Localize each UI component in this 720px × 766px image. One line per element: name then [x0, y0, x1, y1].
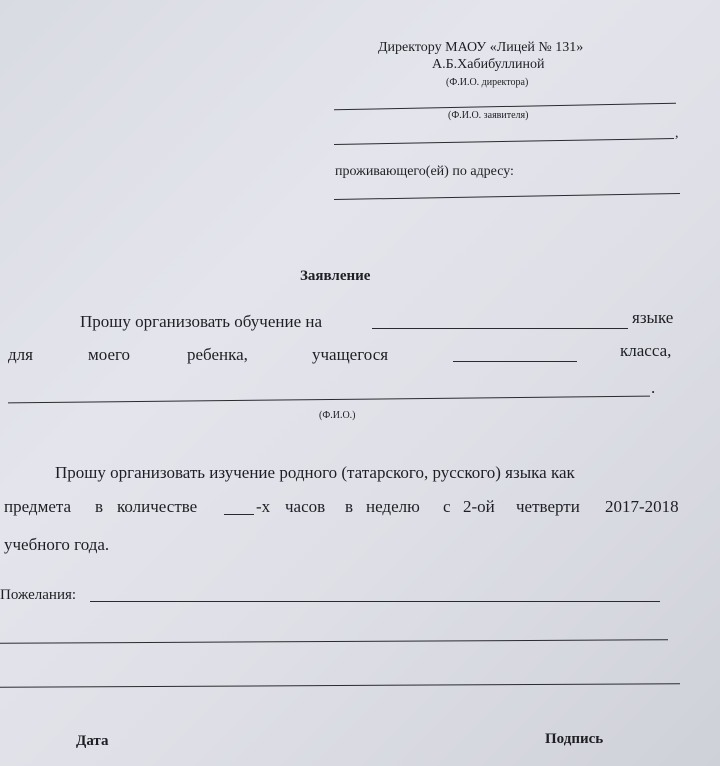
- director-caption: (Ф.И.О. директора): [446, 77, 529, 88]
- p1-word-uchashchegosya: учащегося: [312, 345, 389, 364]
- wishes-label: Пожелания:: [0, 587, 77, 603]
- hours-blank-line: [224, 514, 254, 515]
- p2-word-v-2: в: [345, 497, 354, 516]
- p2-word-chetverti: четверти: [516, 497, 580, 516]
- p1-end-dot: .: [651, 378, 656, 397]
- wishes-line-2: [0, 639, 668, 643]
- signature-label: Подпись: [545, 731, 604, 747]
- p1-language-end: языке: [632, 308, 674, 327]
- recipient-line-1: Директору МАОУ «Лицей № 131»: [378, 40, 584, 55]
- wishes-line-3: [0, 683, 680, 688]
- language-blank-line: [372, 328, 628, 329]
- p2-word-v: в: [95, 497, 104, 516]
- applicant-caption: (Ф.И.О. заявителя): [448, 110, 529, 121]
- class-blank-line: [453, 361, 577, 362]
- document-title: Заявление: [300, 268, 371, 284]
- wishes-line-1: [90, 601, 660, 602]
- p2-word-hours: -х: [256, 497, 271, 516]
- p1-word-dlya: для: [8, 345, 33, 364]
- child-name-line: [8, 396, 650, 404]
- p1-word-rebenka: ребенка,: [187, 345, 248, 364]
- applicant-comma: ,: [675, 126, 679, 141]
- p1-start: Прошу организовать обучение на: [80, 312, 323, 331]
- p2-line-1: Прошу организовать изучение родного (татарского, русского) языка как: [55, 463, 575, 482]
- p1-word-klassa: класса,: [620, 341, 672, 360]
- p2-word-predmeta: предмета: [4, 497, 72, 516]
- address-label: проживающего(ей) по адресу:: [335, 164, 514, 179]
- applicant-name-line-2: [334, 138, 674, 145]
- p2-word-years: 2017-2018: [605, 497, 679, 516]
- recipient-line-2: А.Б.Хабибуллиной: [432, 57, 545, 72]
- p1-word-moego: моего: [88, 345, 131, 364]
- p2-line-3: учебного года.: [4, 535, 110, 554]
- p2-word-nedelyu: неделю: [366, 497, 420, 516]
- p2-word-2oy: 2-ой: [463, 497, 495, 516]
- p2-word-chasov: часов: [285, 497, 326, 516]
- address-line: [334, 193, 680, 200]
- p2-word-s: с: [443, 497, 451, 516]
- date-label: Дата: [76, 733, 109, 749]
- p2-word-kolichestve: количестве: [117, 497, 198, 516]
- fio-caption: (Ф.И.О.): [319, 410, 356, 421]
